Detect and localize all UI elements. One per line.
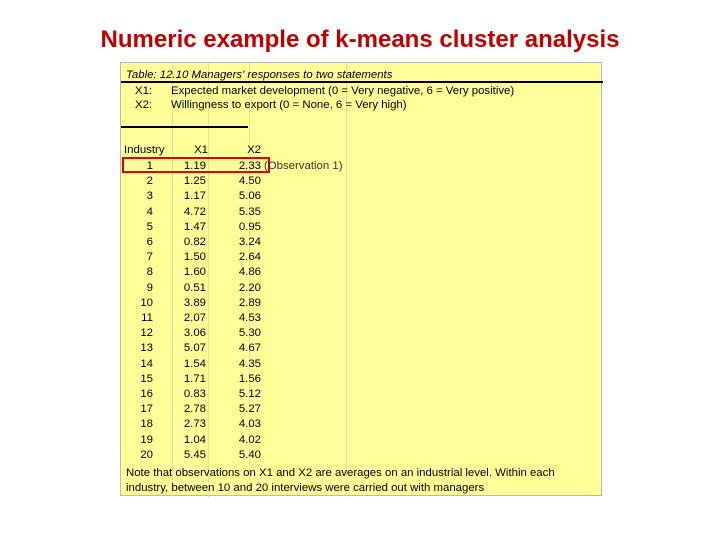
cell-x2: 4.35 [238, 357, 261, 370]
cell-x1: 0.82 [183, 236, 206, 248]
cell-x2: 5.27 [238, 403, 261, 416]
cell-x1: 1.19 [183, 160, 206, 172]
cell-x2: 2.64 [238, 251, 261, 264]
cell-x2: 4.03 [238, 418, 261, 431]
grid-line [346, 63, 347, 497]
slide-title: Numeric example of k-means cluster analysis [100, 26, 620, 53]
cell-industry: 7 [146, 251, 153, 264]
var-desc-x2: Willingness to export (0 = None, 6 = Very high) [171, 99, 407, 111]
cell-x2: 4.67 [238, 342, 261, 355]
cell-x1: 5.45 [183, 448, 206, 461]
section-divider [121, 126, 248, 128]
cell-industry: 8 [146, 266, 153, 279]
grid-line [172, 63, 173, 497]
cell-industry: 11 [141, 312, 153, 324]
header-x1: X1 [194, 144, 208, 156]
cell-x1: 3.89 [183, 296, 206, 309]
cell-x1: 1.17 [183, 190, 206, 203]
cell-x2: 2.89 [238, 296, 261, 309]
cell-x2: 5.12 [238, 388, 261, 400]
cell-industry: 1 [146, 160, 153, 172]
cell-x1: 0.83 [183, 388, 206, 400]
cell-industry: 10 [140, 296, 153, 309]
cell-x1: 1.54 [183, 357, 206, 370]
cell-industry: 9 [146, 281, 153, 294]
header-x2: X2 [247, 144, 261, 156]
cell-industry: 5 [146, 220, 153, 233]
cell-x1: 0.51 [183, 281, 206, 294]
var-code-x2: X2: [135, 99, 153, 111]
cell-industry: 19 [140, 433, 153, 446]
cell-x2: 3.24 [238, 236, 261, 248]
table-note-line-2: industry, between 10 and 20 interviews were carried out with managers [126, 482, 485, 494]
cell-x1: 1.47 [183, 220, 206, 233]
cell-industry: 15 [140, 372, 153, 385]
cell-industry: 14 [140, 357, 153, 370]
cell-industry: 3 [146, 190, 153, 203]
spreadsheet-table [120, 62, 602, 496]
cell-x1: 1.04 [183, 433, 206, 446]
cell-industry: 12 [140, 327, 153, 340]
cell-x2: 4.50 [238, 175, 261, 188]
cell-x1: 2.78 [183, 403, 206, 416]
cell-x1: 4.72 [183, 205, 206, 218]
cell-x2: 4.02 [238, 433, 261, 446]
cell-industry: 20 [140, 448, 153, 461]
var-desc-x1: Expected market development (0 = Very negative, 6 = Very positive) [171, 85, 515, 97]
cell-x1: 5.07 [183, 342, 206, 355]
cell-x1: 2.73 [183, 418, 206, 431]
cell-x2: 4.86 [238, 266, 261, 279]
cell-x2: 1.56 [238, 372, 261, 385]
header-industry: Industry [124, 144, 165, 156]
cell-x2: 5.30 [238, 327, 261, 340]
cell-industry: 17 [140, 403, 153, 416]
cell-x1: 1.50 [183, 251, 206, 264]
cell-industry: 13 [140, 342, 153, 355]
cell-industry: 6 [146, 236, 153, 248]
cell-industry: 18 [140, 418, 153, 431]
cell-x2: 5.35 [238, 205, 261, 218]
observation-1-highlight [122, 157, 270, 173]
cell-x1: 1.71 [183, 372, 206, 385]
table-note-line-1: Note that observations on X1 and X2 are averages on an industrial level. Within each [126, 467, 555, 479]
cell-x2: 0.95 [238, 220, 261, 233]
cell-x1: 2.07 [183, 312, 206, 324]
cell-x2: 4.53 [238, 312, 261, 324]
cell-x1: 3.06 [183, 327, 206, 340]
cell-x2: 2.33 [238, 160, 261, 172]
cell-x2: 2.20 [238, 281, 261, 294]
caption-underline [121, 81, 603, 83]
cell-industry: 4 [146, 205, 153, 218]
table-caption: Table: 12.10 Managers' responses to two statements [126, 69, 393, 81]
cell-x1: 1.25 [183, 175, 206, 188]
var-code-x1: X1: [135, 85, 153, 97]
cell-x1: 1.60 [183, 266, 206, 279]
cell-industry: 16 [140, 388, 153, 400]
grid-line [208, 63, 209, 497]
observation-1-label: (Observation 1) [264, 160, 343, 172]
cell-industry: 2 [146, 175, 153, 188]
cell-x2: 5.06 [238, 190, 261, 203]
cell-x2: 5.40 [238, 448, 261, 461]
